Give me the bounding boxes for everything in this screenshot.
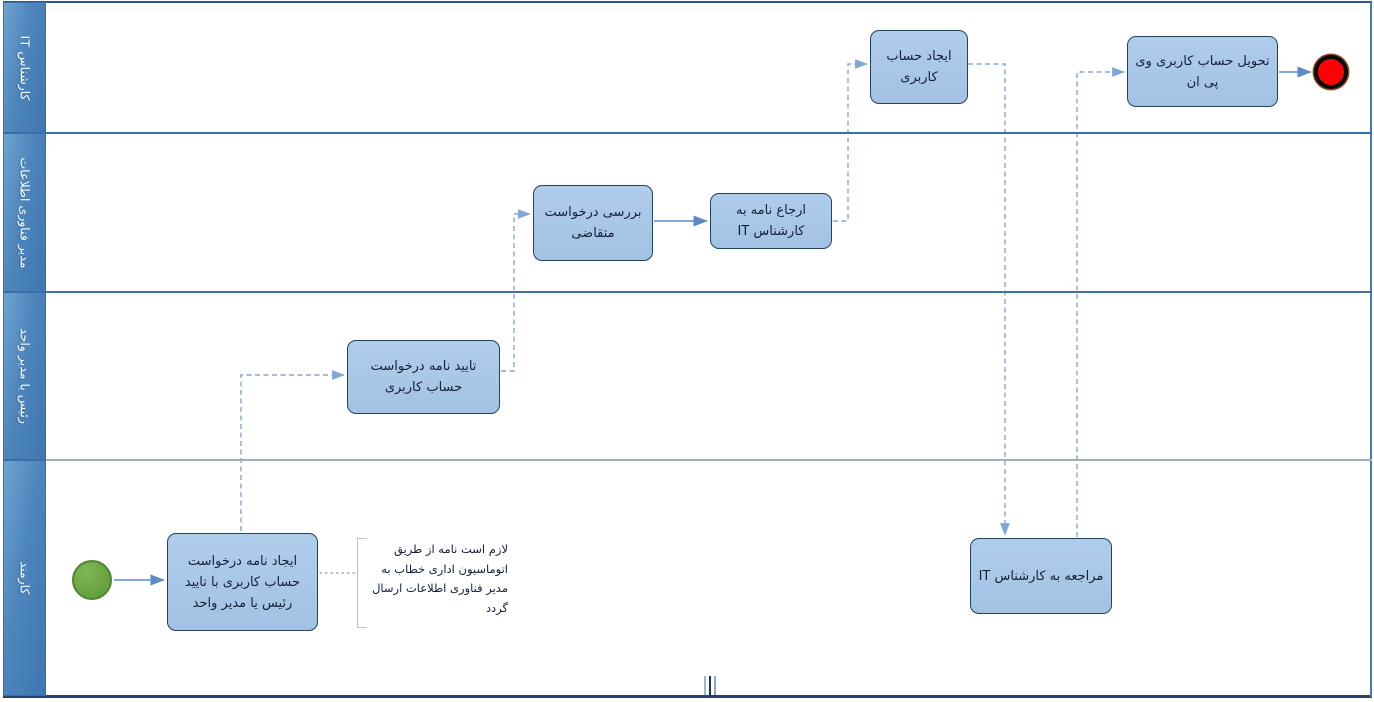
task-label: تحویل حساب کاربری وی پی ان [1135,53,1270,90]
annotation-line: اتوماسیون اداری خطاب به [381,561,508,576]
flow-visit-it-expert-to-deliver-vpn [1077,72,1124,537]
annotation-line: لازم است نامه از طریق [393,542,508,556]
end-event-circle[interactable] [1314,55,1348,89]
resize-handle-tick[interactable] [704,676,706,695]
resize-handle-tick[interactable] [714,676,716,695]
task-visit-it-expert[interactable] [970,538,1112,614]
pool-border-top [3,1,1372,3]
lane-label: مدیر فناوری اطلاعات [17,157,32,268]
pool-border-bottom [3,695,1372,698]
lane-divider-3 [46,459,1372,461]
lane-header-unit-manager[interactable] [3,292,46,460]
flow-refer-letter-to-create-account [833,64,867,221]
flow-create-account-to-visit-it-expert [968,64,1005,535]
lane-divider-1 [46,132,1372,134]
flow-approve-letter-to-review-request [501,214,530,371]
flow-create-letter-to-approve-letter [241,375,344,531]
lane-header-it-expert[interactable] [3,2,46,133]
task-label: ایجاد حساب کاربری [886,49,952,85]
task-deliver-vpn-account[interactable] [1127,36,1278,107]
annotation-text [364,540,508,618]
task-label: ایجاد نامه درخواست حساب کاربری با تایید رئیس یا مدیر واحد [184,553,301,611]
task-refer-letter[interactable] [710,193,832,249]
task-label: بررسی درخواست متقاضی [544,205,642,241]
task-create-letter[interactable] [167,533,318,631]
lane-header-employee[interactable] [3,460,46,696]
resize-handle-tick[interactable] [709,676,711,695]
lane-header-it-manager[interactable] [3,133,46,292]
task-create-account[interactable] [870,30,968,104]
task-label: مراجعه به کارشناس IT [978,568,1104,584]
task-review-request[interactable] [533,185,653,261]
lane-label: کارمند [17,561,32,595]
task-label: تایید نامه درخواست حساب کاربری [370,359,477,395]
task-label: ارجاع نامه به کارشناس IT [735,203,806,239]
annotation-line: گردد [485,600,508,615]
start-event-circle[interactable] [72,560,112,600]
lane-divider-2 [46,291,1372,293]
pool-border-right [1370,2,1372,697]
lane-label: کارشناس IT [17,34,32,101]
annotation-line: مدیر فناوری اطلاعات ارسال [372,581,508,595]
lane-label: رئیس یا مدیر واحد [17,328,32,424]
task-approve-letter[interactable] [347,340,500,414]
